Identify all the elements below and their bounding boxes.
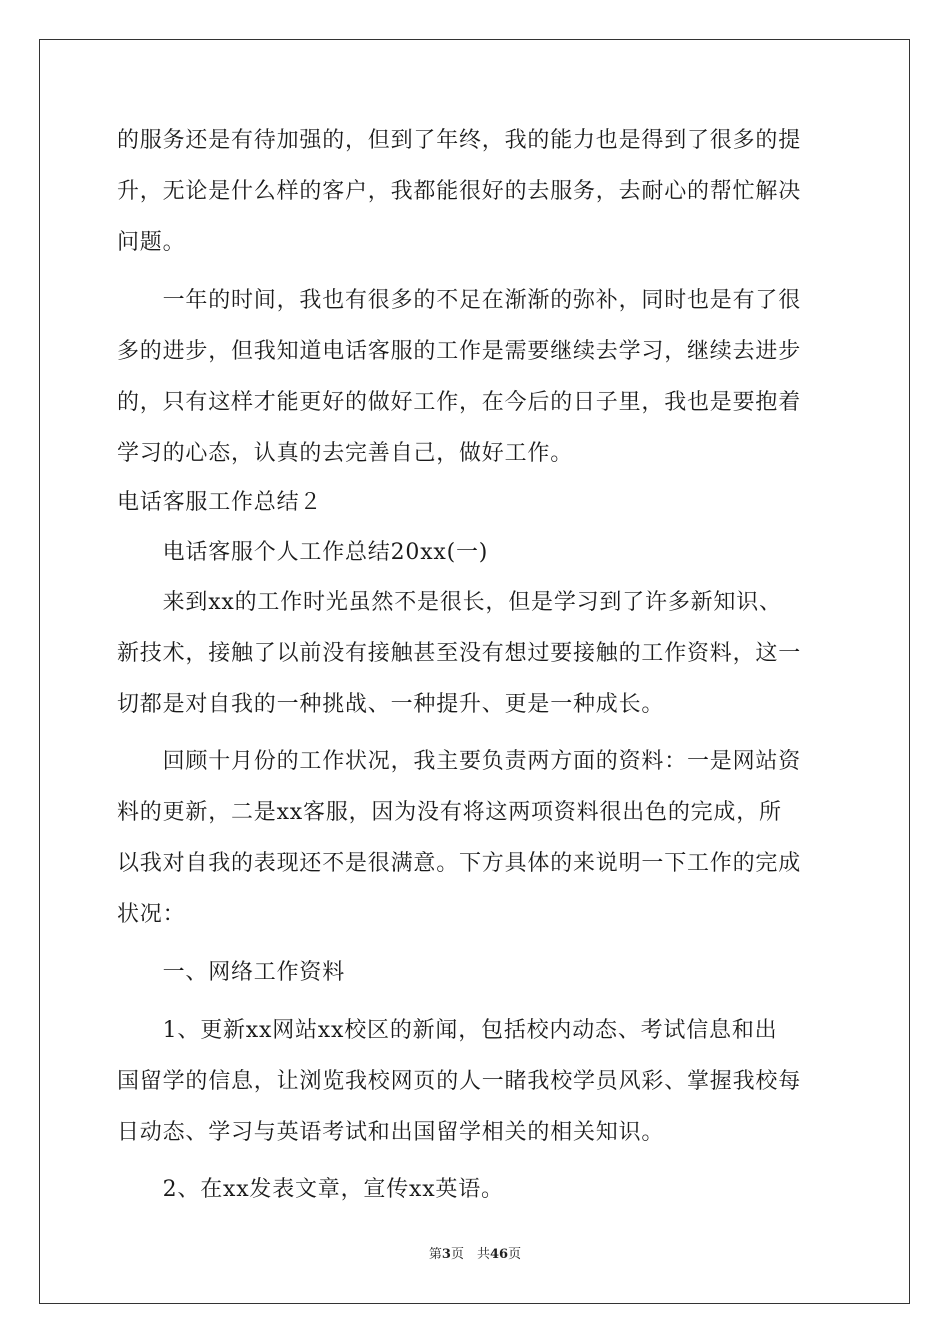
paragraph-line: 多的进步，但我知道电话客服的工作是需要继续去学习，继续去进步 bbox=[117, 339, 802, 364]
paragraph-line: 的服务还是有待加强的，但到了年终，我的能力也是得到了很多的提 bbox=[117, 128, 802, 153]
paragraph-line: 学习的心态，认真的去完善自己，做好工作。 bbox=[117, 441, 574, 466]
paragraph-line: 状况： bbox=[117, 902, 186, 927]
paragraph-line: 问题。 bbox=[117, 230, 186, 255]
section-heading: 电话客服工作总结２ bbox=[117, 490, 323, 515]
paragraph-line: 新技术，接触了以前没有接触甚至没有想过要接触的工作资料，这一 bbox=[117, 641, 802, 666]
page-mid: 页 共 bbox=[450, 1247, 490, 1262]
paragraph-line: 的，只有这样才能更好的做好工作，在今后的日子里，我也是要抱着 bbox=[117, 390, 802, 415]
list-item-line: 日动态、学习与英语考试和出国留学相关的相关知识。 bbox=[117, 1120, 665, 1145]
list-item-line: 2、在xx发表文章，宣传xx英语。 bbox=[117, 1177, 504, 1202]
list-heading: 一、网络工作资料 bbox=[117, 960, 346, 985]
list-item-line: 国留学的信息，让浏览我校网页的人一睹我校学员风彩、掌握我校每 bbox=[117, 1069, 802, 1094]
subsection-heading: 电话客服个人工作总结20xx(一) bbox=[117, 540, 489, 565]
current-page-number: 3 bbox=[441, 1247, 451, 1262]
paragraph-line: 回顾十月份的工作状况，我主要负责两方面的资料：一是网站资 bbox=[117, 749, 802, 774]
page-number-footer bbox=[0, 1247, 950, 1263]
paragraph-line: 以我对自我的表现还不是很满意。下方具体的来说明一下工作的完成 bbox=[117, 851, 802, 876]
page-suffix: 页 bbox=[508, 1247, 522, 1262]
paragraph-line: 一年的时间，我也有很多的不足在渐渐的弥补，同时也是有了很 bbox=[117, 288, 802, 313]
paragraph-line: 切都是对自我的一种挑战、一种提升、更是一种成长。 bbox=[117, 692, 665, 717]
paragraph-line: 升，无论是什么样的客户，我都能很好的去服务，去耐心的帮忙解决 bbox=[117, 179, 802, 204]
paragraph-line: 料的更新，二是xx客服，因为没有将这两项资料很出色的完成，所 bbox=[117, 800, 782, 825]
total-page-number: 46 bbox=[489, 1247, 509, 1262]
list-item-line: 1、更新xx网站xx校区的新闻，包括校内动态、考试信息和出 bbox=[117, 1018, 778, 1043]
paragraph-line: 来到xx的工作时光虽然不是很长，但是学习到了许多新知识、 bbox=[117, 590, 782, 615]
page-prefix: 第 bbox=[428, 1247, 442, 1262]
